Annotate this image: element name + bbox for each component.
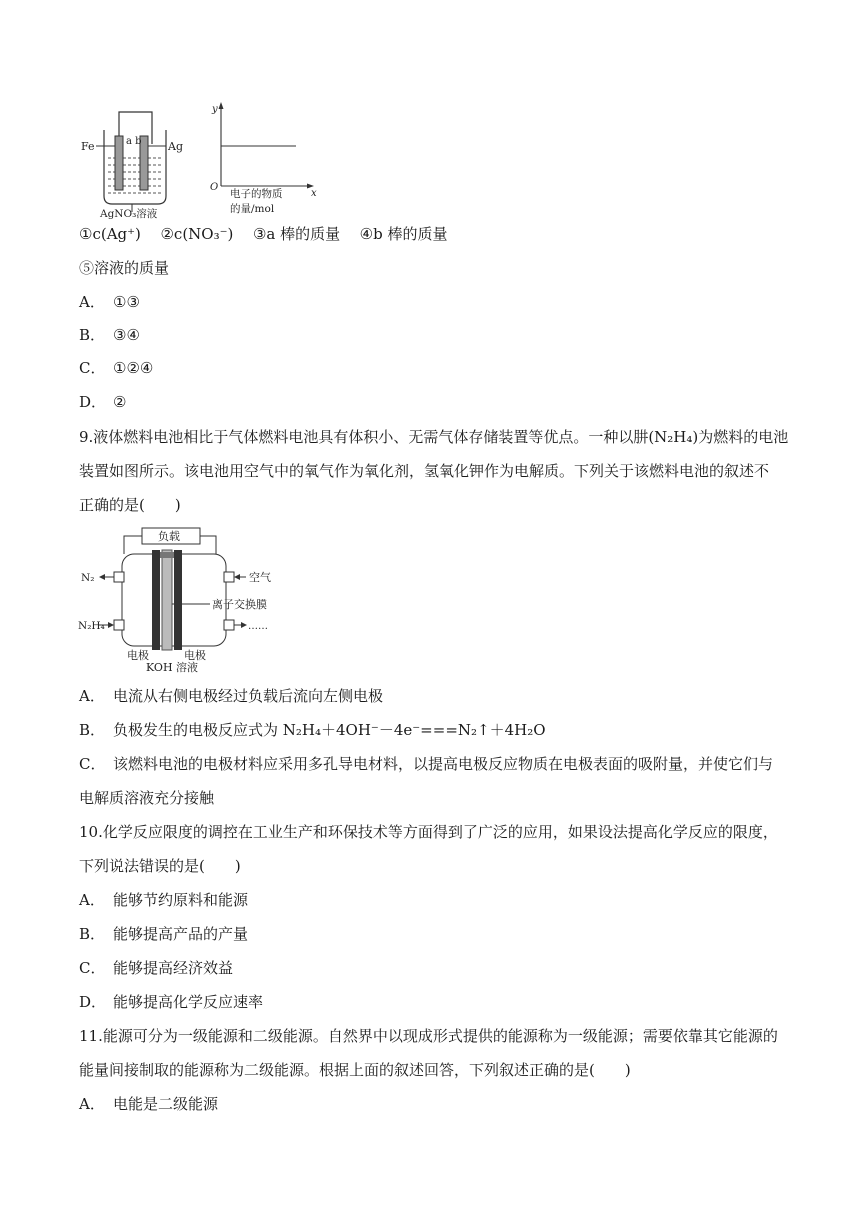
right-electrode-label: 电极 [184, 649, 206, 662]
y-constant-graph [210, 102, 317, 215]
electrolysis-cell-diagram [81, 112, 183, 220]
q10-option-b [79, 924, 248, 944]
n2-label: N₂ [81, 572, 95, 584]
choice-4: ④b 棒的质量 [359, 225, 448, 243]
option-text: 负极发生的电极反应式为 N₂H₄＋4OH⁻－4e⁻===N₂↑＋4H₂O [113, 721, 546, 739]
option-text: 能够节约原料和能源 [113, 891, 249, 909]
option-letter: B． [79, 326, 106, 344]
origin-label: O [210, 182, 219, 193]
option-text: 电流从右侧电极经过负载后流向左侧电极 [113, 687, 384, 705]
q11-stem-line-2: 能量间接制取的能源称为二级能源。根据上面的叙述回答，下列叙述正确的是( ) [79, 1061, 631, 1079]
option-text: 能够提高产品的产量 [113, 925, 249, 943]
membrane-label: 离子交换膜 [212, 598, 267, 611]
fuel-cell-diagram [78, 524, 278, 674]
option-letter: B． [79, 925, 106, 943]
option-letter: A． [79, 293, 105, 311]
choice-1: ①c(Ag⁺) [79, 225, 141, 243]
option-letter: C． [79, 359, 106, 377]
choice-3: ③a 棒的质量 [252, 225, 341, 243]
ab-label: a b [126, 136, 142, 147]
q8-choices [79, 224, 448, 244]
option-text: 能够提高化学反应速率 [113, 993, 264, 1011]
q9-stem-line-3: 正确的是( ) [79, 496, 181, 514]
q8-option-a [79, 292, 140, 312]
koh-label: KOH 溶液 [146, 661, 199, 674]
q8-option-b [79, 325, 140, 345]
load-label: 负载 [158, 530, 180, 543]
option-text: ①②④ [113, 359, 154, 377]
graph-xlabel-1: 电子的物质 [230, 188, 283, 200]
option-letter: B． [79, 721, 106, 739]
q8-choice-5: ⑤溶液的质量 [79, 259, 170, 277]
outlet-label: …… [248, 621, 268, 632]
air-label: 空气 [249, 571, 271, 584]
option-text: ①③ [113, 293, 140, 311]
q9-option-c [79, 754, 773, 774]
option-letter: A． [79, 891, 105, 909]
q9-stem-line-1: 9.液体燃料电池相比于气体燃料电池具有体积小、无需气体存储装置等优点。一种以肼(N₂H₄)为燃料的电池 [79, 428, 789, 446]
option-letter: C． [79, 755, 106, 773]
q8-figure [78, 100, 328, 220]
left-electrode-label: 电极 [127, 649, 149, 662]
q8-option-d [79, 392, 126, 412]
q9-stem-line-2: 装置如图所示。该电池用空气中的氧气作为氧化剂，氢氧化钾作为电解质。下列关于该燃料电池的叙述不 [79, 462, 770, 480]
q11-option-a [79, 1094, 218, 1114]
q9-option-b [79, 720, 546, 740]
option-text: 能够提高经济效益 [113, 959, 234, 977]
choice-2: ②c(NO₃⁻) [160, 225, 234, 243]
n2h4-label: N₂H₄ [78, 620, 105, 632]
option-letter: A． [79, 1095, 105, 1113]
graph-xlabel-2: 的量/mol [230, 203, 275, 215]
y-axis-label: y [212, 104, 218, 115]
option-text: 电能是二级能源 [113, 1095, 219, 1113]
q10-option-c [79, 958, 233, 978]
q9-option-c-cont: 电解质溶液充分接触 [79, 789, 215, 807]
ag-label: Ag [168, 140, 183, 153]
solution-label: AgNO₃溶液 [100, 208, 158, 220]
option-letter: D． [79, 993, 107, 1011]
option-letter: C． [79, 959, 106, 977]
option-text: 该燃料电池的电极材料应采用多孔导电材料，以提高电极反应物质在电极表面的吸附量，并使它们与 [113, 755, 774, 773]
q11-stem-line-1: 11.能源可分为一级能源和二级能源。自然界中以现成形式提供的能源称为一级能源；需要依靠其它能源的 [79, 1027, 778, 1045]
x-axis-label: x [311, 188, 317, 199]
fe-label: Fe [81, 140, 95, 153]
option-text: ② [113, 393, 127, 411]
q8-option-c [79, 358, 153, 378]
q9-option-a [79, 686, 383, 706]
option-text: ③④ [113, 326, 140, 344]
option-letter: D． [79, 393, 107, 411]
option-letter: A． [79, 687, 105, 705]
q10-option-d [79, 992, 263, 1012]
q10-stem-line-2: 下列说法错误的是( ) [79, 857, 241, 875]
q10-option-a [79, 890, 248, 910]
q10-stem-line-1: 10.化学反应限度的调控在工业生产和环保技术等方面得到了广泛的应用，如果设法提高化学反应的限度， [79, 823, 778, 841]
